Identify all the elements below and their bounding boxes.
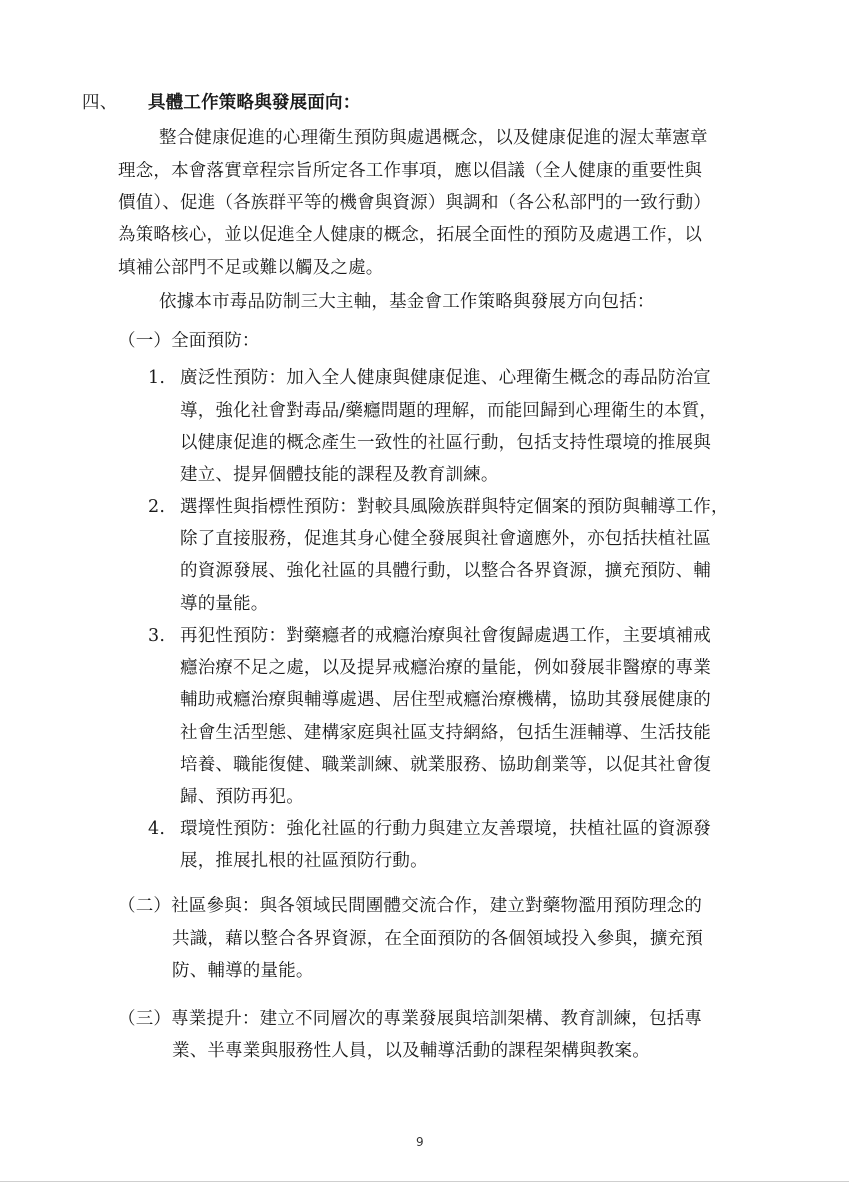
list-item-line: 廣泛性預防：加入全人健康與健康促進、心理衛生概念的毒品防治宣: [180, 368, 711, 388]
section-title: 具體工作策略與發展面向：: [148, 93, 361, 113]
list-item-line: 選擇性與指標性預防：對較具風險族群與特定個案的預防與輔導工作，: [180, 497, 729, 517]
intro-line: 理念，本會落實章程宗旨所定各工作事項，應以倡議（全人健康的重要性與: [118, 161, 703, 181]
scan-edge-line: [0, 1181, 849, 1182]
list-item-line: 歸、預防再犯。: [180, 787, 304, 807]
list-item-line: 輔助戒癮治療與輔導處遇、居住型戒癮治療機構，協助其發展健康的: [180, 690, 711, 710]
list-item-line: 建立、提昇個體技能的課程及教育訓練。: [180, 465, 499, 485]
intro-line: 整合健康促進的心理衛生預防與處遇概念，以及健康促進的渥太華憲章: [159, 128, 708, 148]
list-item-line: 導的量能。: [180, 594, 269, 614]
list-item-number: 2.: [148, 497, 166, 517]
page-number: 9: [416, 1135, 424, 1149]
intro-para2: 依據本市毒品防制三大主軸，基金會工作策略與發展方向包括：: [159, 292, 655, 312]
intro-line: 填補公部門不足或難以觸及之處。: [118, 258, 384, 278]
list-item-line: 再犯性預防：對藥癮者的戒癮治療與社會復歸處遇工作，主要填補戒: [180, 626, 711, 646]
list-item-number: 4.: [148, 819, 166, 839]
list-item-number: 3.: [148, 626, 166, 646]
subsection-1-label: （一）全面預防：: [118, 331, 260, 351]
intro-line: 價值）、促進（各族群平等的機會與資源）與調和（各公私部門的一致行動）: [118, 193, 712, 213]
list-item-line: 培養、職能復健、職業訓練、就業服務、協助創業等，以促其社會復: [180, 755, 711, 775]
list-item-line: 展，推展扎根的社區預防行動。: [180, 851, 428, 871]
list-item-line: 癮治療不足之處，以及提昇戒癮治療的量能，例如發展非醫療的專業: [180, 658, 711, 678]
subsection-line: 共識，藉以整合各界資源，在全面預防的各個領域投入參與，擴充預: [172, 929, 703, 949]
subsection-3-label: （三）專業提升：建立不同層次的專業發展與培訓架構、教育訓練，包括專: [118, 1009, 703, 1029]
list-item-line: 導，強化社會對毒品/藥癮問題的理解，而能回歸到心理衛生的本質，: [180, 401, 718, 421]
list-item-line: 環境性預防：強化社區的行動力與建立友善環境，扶植社區的資源發: [180, 819, 711, 839]
list-item-number: 1.: [148, 368, 166, 388]
list-item-line: 的資源發展、強化社區的具體行動，以整合各界資源，擴充預防、輔: [180, 561, 711, 581]
subsection-line: 業、半專業與服務性人員，以及輔導活動的課程架構與教案。: [172, 1041, 650, 1061]
intro-line: 為策略核心，並以促進全人健康的概念，拓展全面性的預防及處遇工作，以: [118, 225, 703, 245]
list-item-line: 社會生活型態、建構家庭與社區支持網絡，包括生涯輔導、生活技能: [180, 723, 711, 743]
subsection-2-label: （二）社區參與：與各領域民間團體交流合作，建立對藥物濫用預防理念的: [118, 896, 703, 916]
subsection-line: 防、輔導的量能。: [172, 961, 314, 981]
section-number: 四、: [82, 93, 118, 113]
list-item-line: 除了直接服務，促進其身心健全發展與社會適應外，亦包括扶植社區: [180, 529, 711, 549]
list-item-line: 以健康促進的概念產生一致性的社區行動，包括支持性環境的推展與: [180, 433, 711, 453]
